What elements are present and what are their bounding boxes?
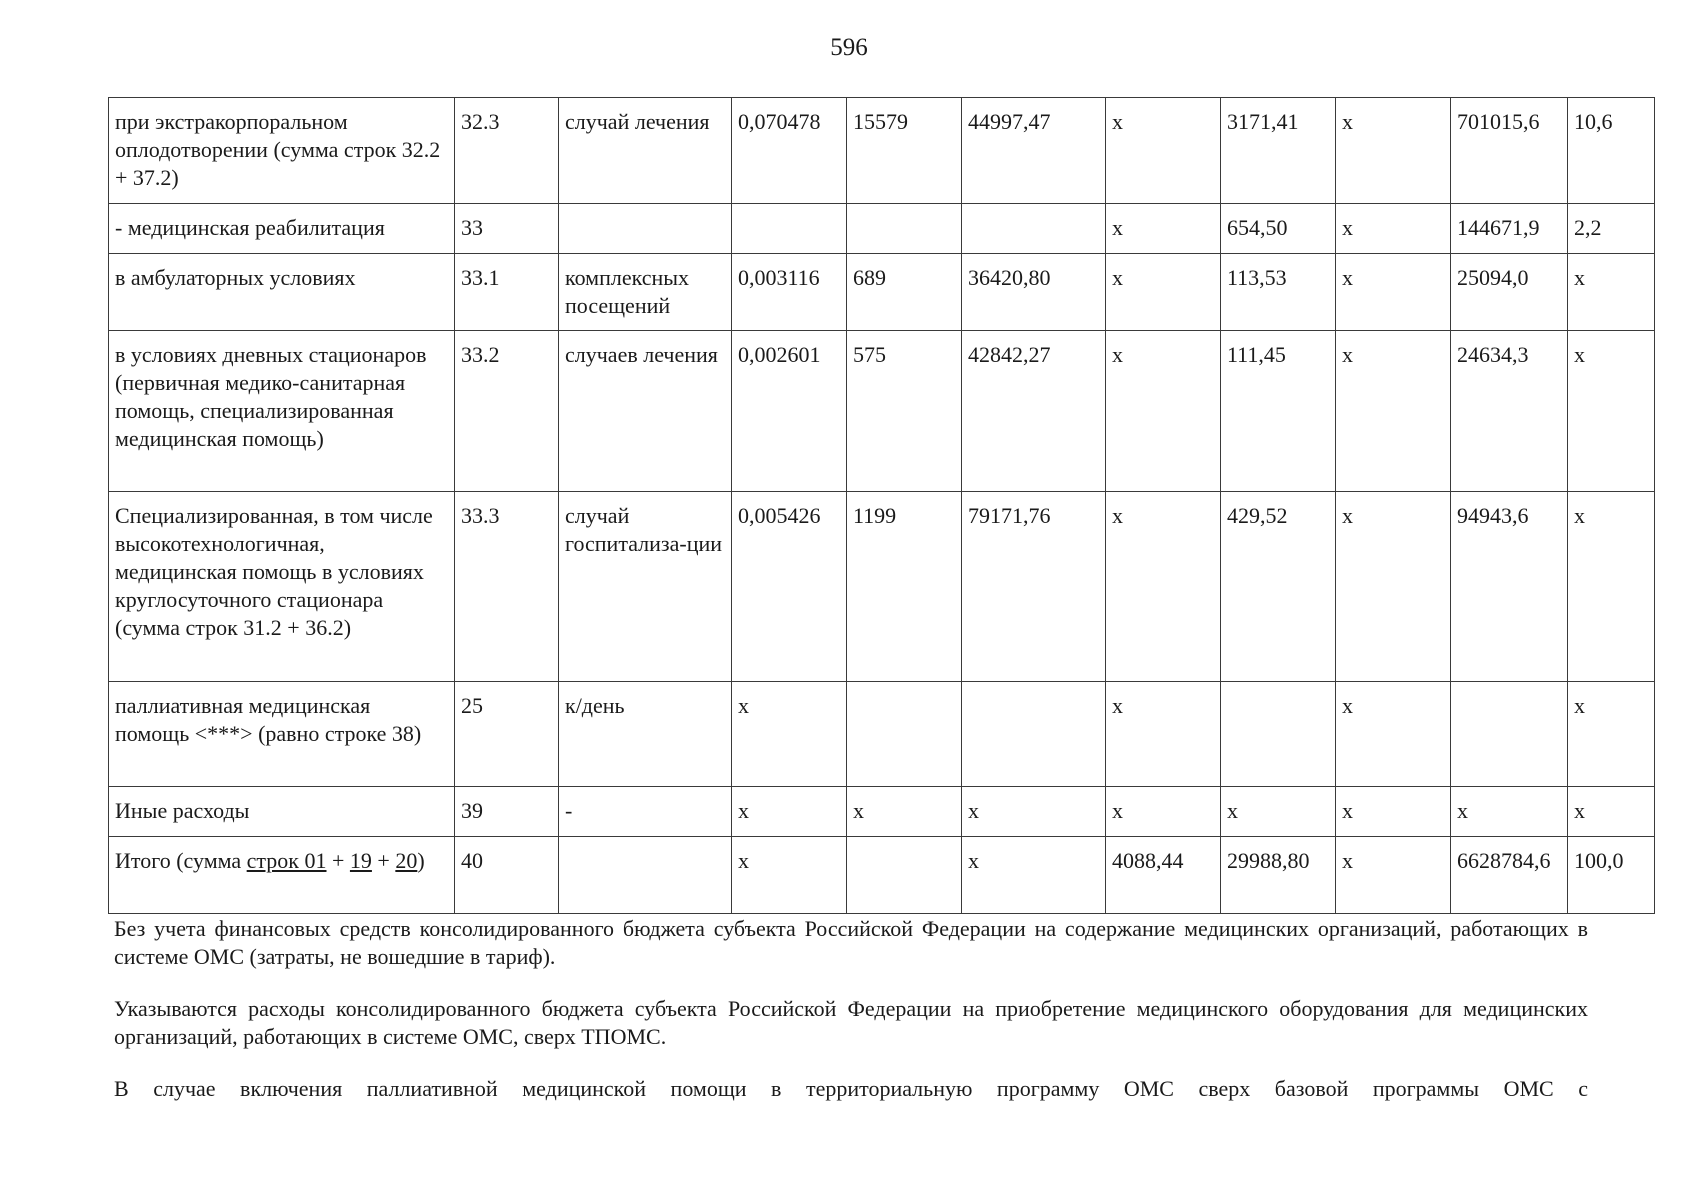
row-name-cell: Иные расходы [109,787,455,837]
link-row-20[interactable]: 20 [395,848,418,873]
unit-cell: случай госпитализа-ции [559,492,732,682]
row-name-cell: - медицинская реабилитация [109,204,455,254]
value-cell: х [1568,492,1655,682]
value-cell: 0,005426 [732,492,847,682]
value-cell: 94943,6 [1451,492,1568,682]
value-cell [962,204,1106,254]
value-cell: 144671,9 [1451,204,1568,254]
table-row [109,98,1655,204]
page-number: 596 [830,34,868,61]
table-row [109,204,1655,254]
value-cell: х [1106,204,1221,254]
value-cell: 6628784,6 [1451,837,1568,914]
value-cell: х [1106,492,1221,682]
value-cell: х [1336,492,1451,682]
value-cell: х [1336,98,1451,204]
row-number-cell: 33.1 [455,254,559,331]
value-cell: 111,45 [1221,331,1336,492]
table-row [109,331,1655,492]
value-cell: х [962,787,1106,837]
value-cell: х [1106,787,1221,837]
plus-text: + [326,848,350,873]
unit-cell [559,837,732,914]
unit-cell: случай лечения [559,98,732,204]
row-number-cell: 39 [455,787,559,837]
value-cell: 4088,44 [1106,837,1221,914]
value-cell: 10,6 [1568,98,1655,204]
value-cell [1221,682,1336,787]
value-cell: 0,003116 [732,254,847,331]
plus-text: + [371,848,396,873]
table-row [109,682,1655,787]
footnote-paragraph: В случае включения паллиативной медицинской помощи в территориальную программу ОМС сверх базовой программы ОМС с [114,1076,1588,1101]
value-cell: х [1451,787,1568,837]
table-row-total [109,837,1655,914]
value-cell: х [1568,682,1655,787]
row-name-cell: в условиях дневных стационаров (первичная медико-санитарная помощь, специализированная медицинская помощь) [109,331,455,492]
total-label-text: Итого (сумма [115,848,247,873]
financing-table [108,97,1655,914]
row-name-cell: в амбулаторных условиях [109,254,455,331]
unit-cell [559,204,732,254]
table-row [109,787,1655,837]
value-cell [847,682,962,787]
value-cell: х [1106,682,1221,787]
unit-cell: случаев лечения [559,331,732,492]
value-cell: 2,2 [1568,204,1655,254]
footnote-paragraph: Указываются расходы консолидированного бюджета субъекта Российской Федерации на приобретение медицинского оборудования для медицинских организаций, работающих в системе ОМС, сверх ТПОМС. [114,996,1588,1049]
value-cell: х [1336,682,1451,787]
row-number-cell: 33.2 [455,331,559,492]
value-cell: 15579 [847,98,962,204]
value-cell: 575 [847,331,962,492]
value-cell: 42842,27 [962,331,1106,492]
unit-cell: комплексных посещений [559,254,732,331]
value-cell: х [1336,837,1451,914]
value-cell: 113,53 [1221,254,1336,331]
value-cell: х [1568,331,1655,492]
value-cell: 3171,41 [1221,98,1336,204]
value-cell: 701015,6 [1451,98,1568,204]
value-cell: х [1336,254,1451,331]
row-number-cell: 40 [455,837,559,914]
row-number-cell: 33.3 [455,492,559,682]
row-number-cell: 25 [455,682,559,787]
value-cell: 100,0 [1568,837,1655,914]
value-cell: 0,002601 [732,331,847,492]
closing-paren-text: ) [417,848,425,873]
value-cell [1451,682,1568,787]
value-cell: 25094,0 [1451,254,1568,331]
row-name-cell: паллиативная медицинская помощь <***> (равно строке 38) [109,682,455,787]
value-cell: х [1221,787,1336,837]
value-cell: х [1568,254,1655,331]
value-cell: 29988,80 [1221,837,1336,914]
unit-cell: к/день [559,682,732,787]
table-row [109,254,1655,331]
value-cell: х [1106,254,1221,331]
value-cell [732,204,847,254]
value-cell: 0,070478 [732,98,847,204]
value-cell: 1199 [847,492,962,682]
value-cell: 24634,3 [1451,331,1568,492]
value-cell: 44997,47 [962,98,1106,204]
unit-cell: - [559,787,732,837]
row-name-cell: Специализированная, в том числе высокотехнологичная, медицинская помощь в условиях круглосуточного стационара (сумма строк 31.2 + 36.2) [109,492,455,682]
row-number-cell: 32.3 [455,98,559,204]
value-cell: х [732,787,847,837]
table-row [109,492,1655,682]
value-cell: х [847,787,962,837]
row-number-cell: 33 [455,204,559,254]
total-name-cell [109,837,455,914]
value-cell: х [1568,787,1655,837]
footnote-paragraph: Без учета финансовых средств консолидированного бюджета субъекта Российской Федерации на содержание медицинских организаций, работающих в системе ОМС (затраты, не вошедшие в тариф). [114,916,1588,969]
value-cell: х [1106,331,1221,492]
value-cell [847,837,962,914]
value-cell [962,682,1106,787]
value-cell: х [962,837,1106,914]
value-cell: 654,50 [1221,204,1336,254]
value-cell: 79171,76 [962,492,1106,682]
value-cell: 689 [847,254,962,331]
value-cell: 36420,80 [962,254,1106,331]
link-rows-01[interactable]: строк 01 [246,848,327,873]
link-row-19[interactable]: 19 [349,848,372,873]
value-cell: х [1336,787,1451,837]
value-cell: х [732,682,847,787]
value-cell: х [1106,98,1221,204]
value-cell: х [1336,331,1451,492]
value-cell [847,204,962,254]
row-name-cell: при экстракорпоральном оплодотворении (сумма строк 32.2 + 37.2) [109,98,455,204]
value-cell: 429,52 [1221,492,1336,682]
value-cell: х [732,837,847,914]
value-cell: х [1336,204,1451,254]
